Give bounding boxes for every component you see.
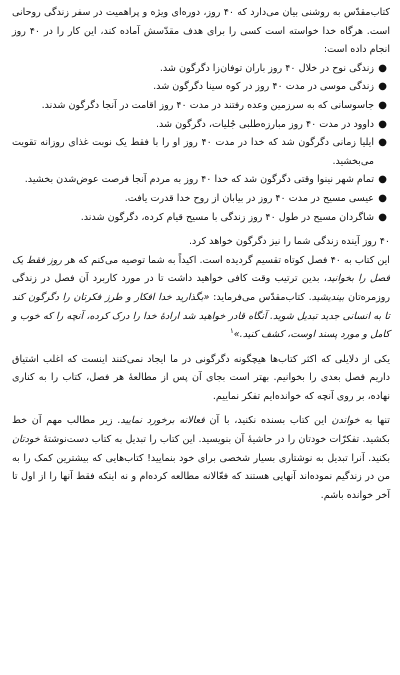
emphasis-text: خودتان: [12, 434, 40, 446]
bullet-icon: ●: [378, 99, 387, 111]
paragraph-forty-days: ۴۰ روز آینده زندگی شما را نیز دگرگون خواهد کرد.: [188, 236, 390, 248]
paragraph-reflection: یکی از دلایلی که اکثر کتاب‌ها هیچگونه دگرگونی در ما ایجاد نمی‌کنند اینست که اغلب اشتیاق داریم فصل بعدی را بخوانیم. بهتر است بجای آن پس از مطالعهٔ هر فصل، کتاب را به کناری نهاده، بر روی آنچه که خوانده‌ایم تفکر نماییم.: [12, 353, 390, 402]
list-item-text: زندگی نوح در خلال ۴۰ روز باران توفان‌زا دگرگون شد.: [159, 62, 374, 74]
bullet-icon: ●: [378, 81, 387, 93]
list-item-text: زندگی موسی در مدت ۴۰ روز در کوه سینا دگرگون شد.: [153, 81, 374, 93]
list-item: [12, 97, 390, 116]
list-item-text: تمام شهر نینوا وقتی دگرگون شد که خدا ۴۰ روز به مردم آنجا فرصت عوض‌شدن بخشید.: [24, 174, 374, 186]
list-item: [12, 60, 390, 79]
list-item-text: عیسی مسیح در مدت ۴۰ روز در بیابان از روح خدا قدرت یافت.: [124, 192, 374, 204]
intro-line-3: کار را در ۴۰ روز انجام داده است:: [12, 25, 390, 56]
bullet-icon: ●: [378, 174, 387, 186]
list-item-text: جاسوسانی که به سرزمین وعده رفتند در مدت ۴۰ روز اقامت در آنجا دگرگون شدند.: [41, 99, 374, 111]
bullet-icon: ●: [378, 118, 387, 130]
text-run: ، بدین ترتیب وقت کافی خواهید داشت تا در مورد کاربرد آن فصل در زندگی روزمره‌تان: [12, 273, 390, 303]
forty-days-list: [12, 60, 390, 227]
list-item: [12, 116, 390, 135]
intro-line-2: زندگی روحانی است. هرگاه خدا خواسته است کسی را برای هدف مقدّسش آماده کند، این: [12, 7, 390, 37]
emphasis-text: فعالانه برخورد نمایید: [120, 415, 205, 427]
text-run: بکنید. آنرا تبدیل به نوشتاری بسیار شخصی برای خود بنمایید! کتاب‌هایی که بیشترین کمک را به من در زندگیم نموده‌اند آنهایی هستند که فعّالانه مطالعه کرده‌ام و نه اینکه فقط آنها را از اول تا آخر خوانده باشم.: [12, 452, 390, 501]
bullet-icon: ●: [378, 192, 387, 204]
footnote-marker: ۱: [229, 326, 234, 335]
text-run: . زیر مطالب مهم آن خط بکشید. تفکرّات خودتان را در حاشیهٔ آن بنویسید. این کتاب را تبدیل به کتاب دست‌نوشتهٔ: [12, 415, 390, 446]
text-run: تنها به: [364, 415, 390, 427]
list-item-text: شاگردان مسیح در طول ۴۰ روز زندگی با مسیح قیام کرده، دگرگون شدند.: [80, 211, 374, 223]
list-item: [12, 134, 390, 171]
emphasis-text: روز فقط یک فصل را بخوانید: [12, 254, 390, 285]
paragraph-reading-advice: [12, 252, 390, 345]
list-item: [12, 209, 390, 228]
text-run: این کتاب بسنده نکنید، با آن: [209, 415, 327, 427]
list-item: [12, 190, 390, 209]
text-run: . کتاب‌مقدّس می‌فرماید:: [213, 291, 312, 303]
paragraph-active-reading: [12, 412, 390, 505]
list-item: [12, 78, 390, 97]
intro-paragraph: [12, 4, 390, 60]
list-item-text: ایلیا زمانی دگرگون شد که خدا در مدت ۴۰ روز او را با فقط یک نوبت غذای روزانه تقویت می‌بخشید.: [12, 137, 374, 167]
emphasis-text: بیندیشید: [311, 291, 345, 303]
bullet-icon: ●: [378, 211, 387, 223]
bullet-icon: ●: [378, 62, 387, 74]
list-item-text: داوود در مدت ۴۰ روز مبارزه‌طلبی جُلیات، دگرگون شد.: [155, 118, 374, 130]
scripture-quote: «بگذارید خدا افکار و طرز فکرتان را دگرگون کند تا به انسانی جدید تبدیل شوید. آنگاه قادر خواهید شد ارادهٔ خدا را درک کرده، آنچه را که خوب و کامل و مورد پسند اوست، کشف کنید.»: [12, 291, 390, 341]
text-run: این کتاب به ۴۰ فصل کوتاه تقسیم گردیده است. اکیداً به شما توصیه می‌کنم که هر: [64, 254, 390, 266]
bullet-icon: ●: [378, 137, 387, 149]
emphasis-text: خواندن: [331, 415, 360, 427]
list-item: [12, 171, 390, 190]
intro-line-1: کتاب‌مقدّس به روشنی بیان می‌دارد که ۴۰ روز، دوره‌ای ویژه و پراهمیت در سفر: [72, 7, 390, 18]
